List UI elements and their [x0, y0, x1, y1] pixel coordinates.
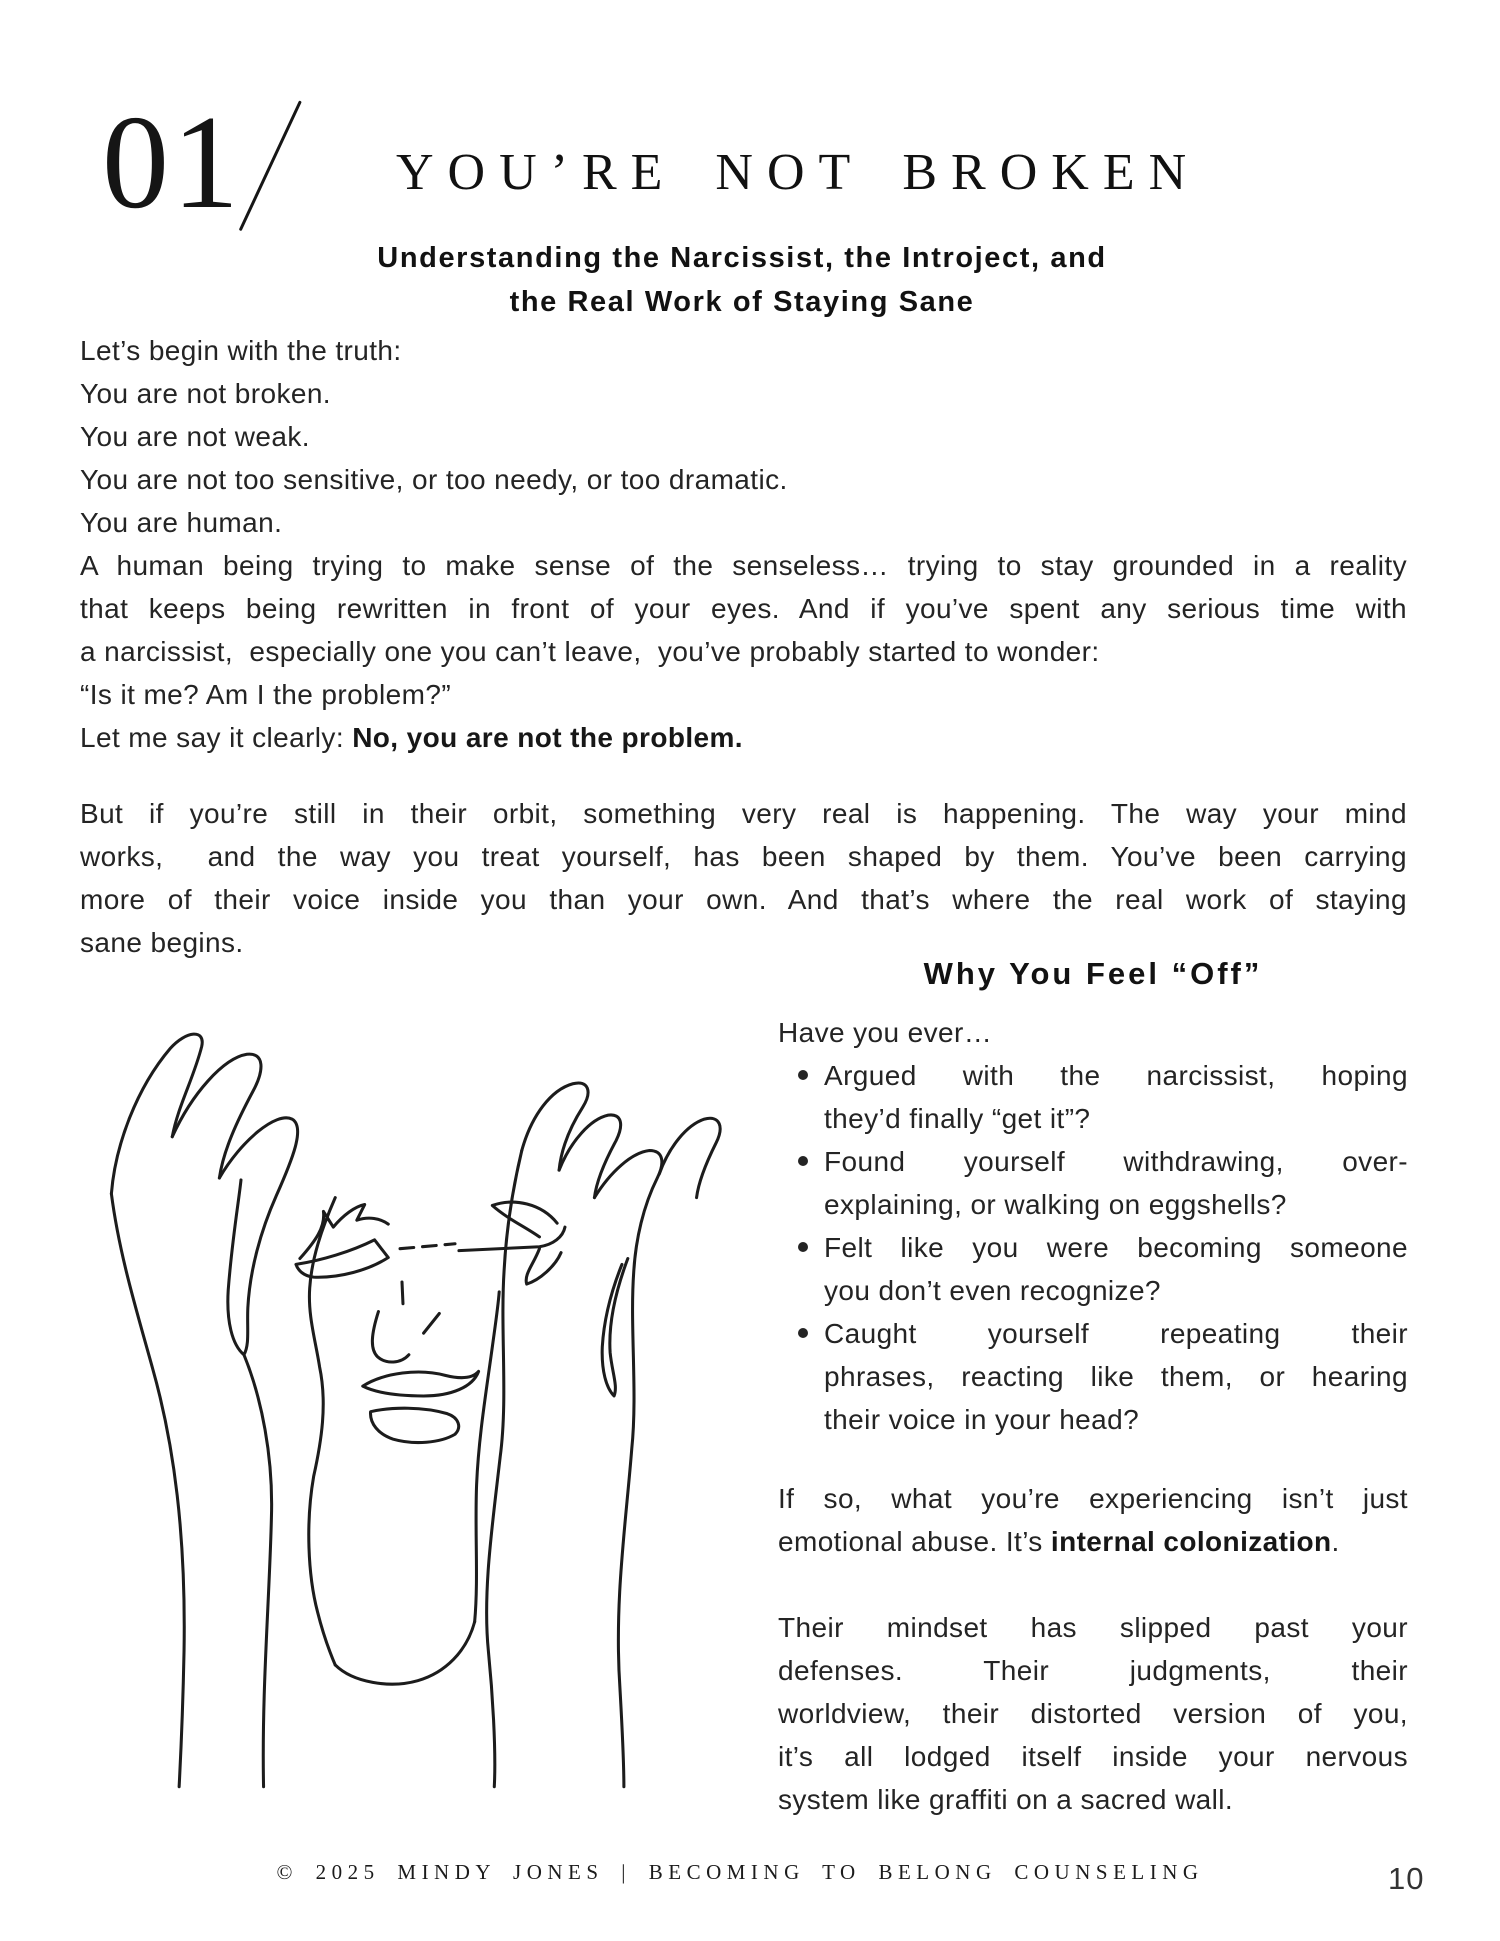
face-left-edge: [309, 1198, 335, 1665]
bullet-line: Argued with the narcissist, hoping: [824, 1060, 1408, 1091]
intro-line: You are human.: [80, 507, 283, 538]
closing-lead: Let me say it clearly:: [80, 722, 353, 753]
intro-line: You are not too sensitive, or too needy, or too dramatic.: [80, 464, 788, 495]
left-hand-palm: [111, 1194, 184, 1787]
nose: [372, 1312, 409, 1362]
right-hand-detail: [602, 1259, 628, 1396]
bullet-line: they’d finally “get it”?: [824, 1103, 1091, 1134]
paragraph-line: [778, 1520, 1408, 1563]
bullet-line: Found yourself withdrawing, over-: [824, 1146, 1408, 1177]
lead-in-line: Have you ever…: [778, 1017, 993, 1048]
bullet-line: Caught yourself repeating their: [824, 1318, 1408, 1349]
intro-paragraph: [80, 329, 1407, 759]
bullet-icon: [798, 1070, 808, 1080]
page-title: YOU’RE NOT BROKEN: [396, 144, 1201, 201]
upper-lip: [363, 1371, 479, 1396]
paragraph-line: Their mindset has slipped past your: [778, 1612, 1408, 1643]
right-column: [778, 954, 1408, 1821]
bullet-line: phrases, reacting like them, or hearing: [824, 1361, 1408, 1392]
mindset-paragraph: [778, 1606, 1408, 1821]
page-subtitle: [242, 236, 1242, 324]
intro-line: A human being trying to make sense of the senseless… trying to stay grounded in a reality: [80, 550, 1407, 581]
chapter-slash-divider: [239, 100, 302, 231]
right-hand-finger: [594, 1151, 661, 1787]
footer-copyright: © 2025 MINDY JONES | BECOMING TO BELONG COUNSELING: [276, 1860, 1204, 1884]
paragraph-line: more of their voice inside you than your own. And that’s where the real work of staying: [80, 884, 1407, 915]
list-item: [778, 1054, 1408, 1140]
right-eye-squint: [492, 1202, 557, 1237]
bullet-icon: [798, 1242, 808, 1252]
paragraph-text: .: [1331, 1526, 1340, 1557]
bullet-line: Felt like you were becoming someone: [824, 1232, 1408, 1263]
list-item: [778, 1226, 1408, 1312]
bullet-icon: [798, 1156, 808, 1166]
paragraph-line: sane begins.: [80, 927, 244, 958]
intro-line: a narcissist, especially one you can’t leave, you’ve probably started to wonder:: [80, 636, 1100, 667]
subtitle-line-1: Understanding the Narcissist, the Introject, and: [377, 242, 1107, 274]
bullet-line: explaining, or walking on eggshells?: [824, 1189, 1287, 1220]
list-item: [778, 1140, 1408, 1226]
left-hand-finger: [172, 1054, 261, 1178]
right-eye-squint: [459, 1227, 565, 1251]
subtitle-line-2: the Real Work of Staying Sane: [509, 286, 975, 318]
bullet-line: you don’t even recognize?: [824, 1275, 1161, 1306]
intro-closing-line: [80, 716, 1407, 759]
intro-line: Let’s begin with the truth:: [80, 335, 402, 366]
right-hand-finger: [559, 1115, 621, 1198]
paragraph-line: it’s all lodged itself inside your nervous: [778, 1741, 1408, 1772]
bullet-icon: [798, 1328, 808, 1338]
emphasis-text: internal colonization: [1050, 1526, 1332, 1557]
right-hand-finger: [659, 1118, 720, 1197]
intro-line: You are not weak.: [80, 421, 310, 452]
paragraph-line: defenses. Their judgments, their: [778, 1655, 1408, 1686]
colonization-paragraph: [778, 1477, 1408, 1563]
section-heading: Why You Feel “Off”: [923, 956, 1263, 991]
left-hand-finger: [219, 1118, 297, 1355]
paragraph-text: emotional abuse. It’s: [778, 1526, 1051, 1557]
left-hand-palm: [244, 1355, 272, 1787]
left-eye-squint: [300, 1205, 388, 1259]
right-eye-squint: [526, 1249, 561, 1284]
paragraph-line: works, and the way you treat yourself, has been shaped by them. You’ve been carrying: [80, 841, 1407, 872]
intro-line: “Is it me? Am I the problem?”: [80, 679, 452, 710]
intro-line: You are not broken.: [80, 378, 331, 409]
closing-bold: No, you are not the problem.: [352, 722, 743, 753]
brow-dash: [400, 1244, 455, 1249]
right-hand-finger: [522, 1083, 588, 1170]
face-chin: [335, 1622, 474, 1684]
lower-lip: [371, 1408, 459, 1442]
paragraph-line: But if you’re still in their orbit, something very real is happening. The way your mind: [80, 798, 1407, 829]
paragraph-line: system like graffiti on a sacred wall.: [778, 1784, 1234, 1815]
left-hand-finger: [111, 1034, 202, 1194]
right-hand-palm: [487, 1151, 522, 1787]
orbit-paragraph: [80, 792, 1407, 964]
bullet-line: their voice in your head?: [824, 1404, 1140, 1435]
chapter-number: 01: [102, 88, 242, 236]
nose-dash: [424, 1313, 440, 1333]
stressed-face-hands-illustration: [78, 998, 726, 1790]
brow-dash: [402, 1282, 403, 1304]
paragraph-line: worldview, their distorted version of you,: [778, 1698, 1408, 1729]
paragraph-line: If so, what you’re experiencing isn’t just: [778, 1483, 1408, 1514]
line-art-drawing: [78, 998, 726, 1790]
page-number: 10: [1388, 1861, 1425, 1896]
list-item: [778, 1312, 1408, 1441]
intro-line: that keeps being rewritten in front of your eyes. And if you’ve spent any serious time with: [80, 593, 1407, 624]
